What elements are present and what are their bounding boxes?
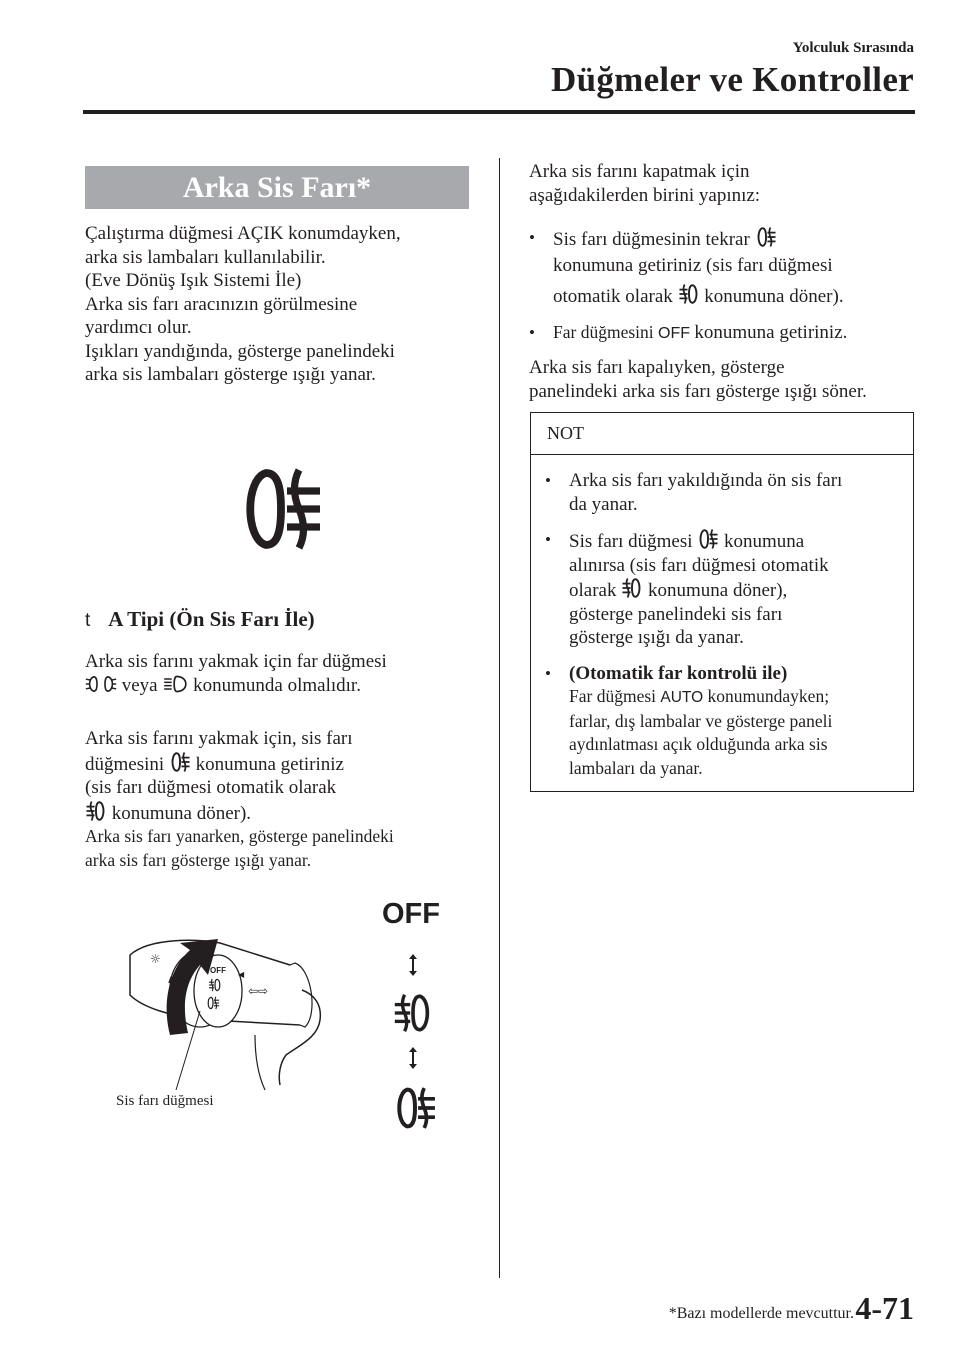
note-item	[545, 528, 905, 650]
para-line: farlar, dış lambalar ve gösterge paneli	[569, 710, 833, 731]
front-fog-icon	[85, 800, 107, 822]
para-line: gösterge ışığı da yanar.	[569, 627, 744, 648]
para-text: konumunda olmalıdır.	[193, 674, 361, 696]
para-text: konumuna	[724, 531, 805, 552]
para-line: Arka sis farı yanarken, gösterge panelindeki	[85, 826, 394, 846]
para-line: (sis farı düğmesi otomatik olarak	[85, 777, 337, 798]
para-text: Sis farı düğmesinin tekrar	[553, 229, 750, 250]
bullet-dot: •	[529, 322, 535, 342]
intro-line: arka sis lambaları gösterge ışığı yanar.	[85, 364, 376, 385]
para-text: konumuna getiriniz	[195, 753, 344, 775]
svg-text:◀: ◀	[238, 970, 245, 979]
note-item-title: (Otomatik far kontrolü ile)	[569, 662, 788, 684]
bullet-dot: •	[545, 663, 551, 683]
para-line	[553, 226, 844, 252]
switch-callout-label: Sis farı düğmesi	[116, 1093, 214, 1109]
intro-line: arka sis lambaları kullanılabilir.	[85, 246, 326, 268]
off-mode-text: OFF	[658, 324, 690, 342]
para-line: aydınlatması açık olduğunda arka sis	[569, 734, 828, 754]
para-text: olarak	[569, 580, 617, 601]
headlight-icon	[162, 674, 188, 694]
subsection-title: A Tipi (Ön Sis Farı İle)	[108, 607, 315, 631]
lever-off-text: OFF	[210, 966, 226, 975]
up-down-arrow-icon	[407, 1046, 419, 1070]
para-text: konumuna döner),	[647, 580, 788, 601]
para-line: Arka sis farını kapatmak için	[529, 161, 750, 182]
intro-line: (Eve Dönüş Işık Sistemi İle)	[85, 270, 302, 291]
para-text: konumuna getiriniz.	[694, 321, 848, 343]
column-divider	[499, 158, 500, 1278]
right-after-paragraph	[529, 356, 867, 403]
page-number: 4-71	[855, 1290, 914, 1326]
note-list	[545, 469, 905, 780]
up-down-arrow-icon	[407, 953, 419, 977]
footnote: *Bazı modellerde mevcuttur.	[668, 1305, 854, 1322]
para-line	[85, 751, 353, 777]
note-box	[530, 412, 914, 792]
para-line	[569, 528, 829, 554]
subsection-heading	[85, 607, 315, 632]
paragraph-switch-position	[85, 650, 387, 697]
para-text: konumuna döner).	[111, 802, 252, 824]
para-line: panelindeki arka sis farı gösterge ışığı söner.	[529, 380, 867, 402]
para-text: konumundayken;	[707, 686, 830, 706]
para-line	[85, 674, 387, 698]
rear-fog-icon	[755, 226, 777, 248]
para-line: da yanar.	[569, 493, 638, 515]
section-title-banner: Arka Sis Farı*	[85, 166, 469, 209]
para-line: lambaları da yanar.	[569, 757, 703, 778]
note-item	[545, 662, 905, 781]
intro-line: Işıkları yandığında, gösterge panelindeki	[85, 340, 395, 362]
para-line	[569, 685, 832, 710]
running-header-title: Düğmeler ve Kontroller	[551, 60, 914, 99]
rear-fog-symbol-large-icon	[236, 464, 346, 554]
lever-auto-text: AU	[168, 975, 181, 985]
para-text: Far düğmesi	[569, 686, 657, 706]
intro-line: Arka sis farı aracınızın görülmesine	[85, 293, 358, 315]
para-text: Sis farı düğmesi	[569, 531, 693, 552]
subsection-marker: t	[85, 610, 91, 631]
bullet-dot: •	[529, 228, 535, 247]
para-line	[85, 800, 353, 826]
para-line: Arka sis farı kapalıyken, gösterge	[529, 357, 785, 378]
para-line	[553, 283, 844, 309]
intro-paragraph	[85, 222, 401, 387]
paragraph-indicator	[85, 825, 394, 872]
parking-light-icon	[85, 674, 117, 694]
front-fog-icon	[621, 577, 643, 599]
rear-fog-icon	[169, 751, 191, 773]
para-line	[553, 321, 847, 346]
note-title-bar	[531, 413, 913, 455]
bullet-dot: •	[545, 471, 551, 490]
para-text: veya	[121, 674, 158, 696]
bullet-dot: •	[545, 530, 551, 549]
right-intro	[529, 160, 760, 207]
intro-line: yardımcı olur.	[85, 317, 192, 338]
para-line	[569, 577, 829, 603]
note-item	[545, 469, 905, 516]
para-text: otomatik olarak	[553, 286, 673, 307]
note-title: NOT	[547, 423, 584, 443]
off-position-label: OFF	[382, 898, 440, 930]
para-line: konumuna getiriniz (sis farı düğmesi	[553, 254, 833, 276]
svg-text:☼: ☼	[150, 952, 161, 966]
para-text: Far düğmesini	[553, 321, 654, 342]
para-text: düğmesini	[85, 753, 165, 775]
para-line: Arka sis farını yakmak için far düğmesi	[85, 651, 387, 672]
rear-fog-icon	[697, 528, 719, 550]
para-line: gösterge panelindeki sis farı	[569, 603, 783, 625]
front-fog-position-icon	[392, 992, 434, 1034]
para-line: aşağıdakilerden birini yapınız:	[529, 184, 761, 206]
para-line: Arka sis farını yakmak için, sis farı	[85, 728, 353, 749]
bullet-item	[529, 321, 909, 346]
auto-mode-text: AUTO	[660, 689, 704, 706]
para-line: arka sis farı gösterge ışığı yanar.	[85, 849, 312, 870]
header-rule	[83, 110, 915, 114]
paragraph-turn-on	[85, 727, 353, 825]
intro-line: Çalıştırma düğmesi AÇIK konumdayken,	[85, 223, 401, 244]
running-header-subtitle: Yolculuk Sırasında	[792, 40, 914, 56]
bullet-item	[529, 226, 909, 309]
svg-text:⇦⇨: ⇦⇨	[248, 984, 269, 998]
para-line: Arka sis farı yakıldığında ön sis farı	[569, 470, 843, 491]
para-line: alınırsa (sis farı düğmesi otomatik	[569, 554, 829, 576]
rear-fog-position-icon	[392, 1085, 438, 1131]
off-bullet-list	[529, 226, 909, 345]
front-fog-icon	[678, 283, 700, 305]
para-text: konumuna döner).	[704, 286, 844, 307]
